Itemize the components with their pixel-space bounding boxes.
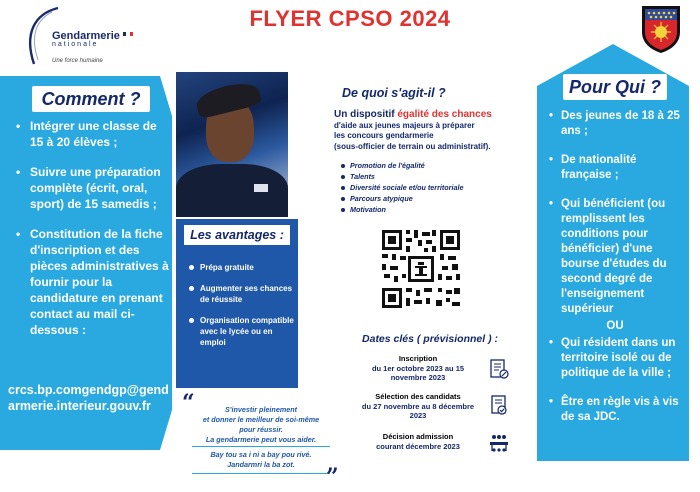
list-item: • De nationalité française ; [545,153,685,183]
dates-title: Dates clés ( prévisionnel ) : [362,333,498,345]
list-item: • Qui résident dans un territoire isolé ou de politique de la ville ; [545,336,685,381]
avantages-list [186,262,294,358]
quote-line: Bay tou sa i ni a bay pou rivé. [210,450,312,459]
list-item: • Constitution de la fiche d'inscription et des pièces administratives à fournir pour la candidature en prenant contact au mail ci-dessous : [10,226,170,338]
quoi-line: les concours gendarmerie [334,131,434,140]
quoi-highlight: égalité des chances [397,109,492,120]
close-quote-icon: ” [326,464,339,490]
quoi-lead: Un dispositif [334,109,398,120]
gendarme-photo [176,72,288,217]
open-quote-icon: “ [182,390,195,416]
french-flag-icon [123,32,133,36]
list-item: Parcours atypique [340,193,530,204]
list-item: Prépa gratuite [186,262,294,273]
list-separator-or: OU [606,320,624,332]
logo-motto: Une force humaine [52,58,103,64]
logo-subtitle: nationale [52,41,99,48]
list-item: Organisation compatible avec le lycée ou en emploi [186,315,294,348]
comment-title: Comment ? [32,86,150,112]
document-check-icon [488,394,510,416]
list-item: • Être en règle vis à vis de sa JDC. [545,395,685,425]
date-title: Sélection des candidats [375,392,461,401]
pour-qui-list [545,109,685,439]
quoi-description [334,110,530,152]
date-range: du 1er octobre 2023 au 15 novembre 2023 [371,363,465,382]
contact-email[interactable]: crcs.bp.comgendgp@gendarmerie.interieur.gouv.fr [8,383,169,413]
meeting-table-icon [488,432,510,454]
quote-creole [186,450,336,470]
photo-uniform [176,164,288,217]
list-item: • Suivre une préparation complète (écrit, oral, sport) de 15 samedis ; [10,164,170,212]
pour-qui-title: Pour Qui ? [563,74,667,100]
date-inscription [356,354,480,383]
quoi-line: (sous-officier de terrain ou administratif). [334,141,491,151]
quote-line: Jandarmri la ba zot. [227,460,295,469]
date-selection [356,392,480,421]
list-item: Talents [340,171,530,182]
list-item: • Des jeunes de 18 à 25 ans ; [545,109,685,139]
quoi-criteria-list [340,160,530,215]
date-title: Décision admission [382,432,454,441]
avantages-title: Les avantages : [184,225,290,245]
quote-divider [192,446,330,447]
quoi-title: De quoi s'agit-il ? [342,86,446,100]
quote-line: S'investir pleinement [224,405,297,414]
list-item: • Intégrer une classe de 15 à 20 élèves ; [10,118,170,150]
date-range: du 27 novembre au 8 décembre 2023 [361,401,475,420]
date-title: Inscription [398,354,438,363]
quote-line: La gendarmerie peut vous aider. [205,435,317,444]
photo-badge [254,184,268,192]
quote-line: pour réussir. [239,425,283,434]
page-title: FLYER CPSO 2024 [249,6,451,31]
date-decision [356,432,480,451]
document-pen-icon [488,358,510,380]
list-item: Augmenter ses chances de réussite [186,283,294,305]
quoi-line: d'aide aux jeunes majeurs à préparer [334,120,475,130]
quote-divider [192,473,330,474]
logo-name: Gendarmerie [52,30,120,42]
list-item: Motivation [340,204,530,215]
list-item: • Qui bénéficient (ou remplissent les conditions pour bénéficier) d'une bourse d'études du second degré de l'enseignement supérieur [545,197,685,317]
qr-code[interactable] [380,228,462,310]
list-item: Promotion de l'égalité [340,160,530,171]
date-range: courant décembre 2023 [376,441,460,451]
comment-list [10,118,170,352]
quote-text [186,405,336,445]
crest-emblem-icon [640,4,682,54]
list-item: Diversité sociale et/ou territoriale [340,182,530,193]
quote-line: et donner le meilleur de soi-même [202,415,320,424]
